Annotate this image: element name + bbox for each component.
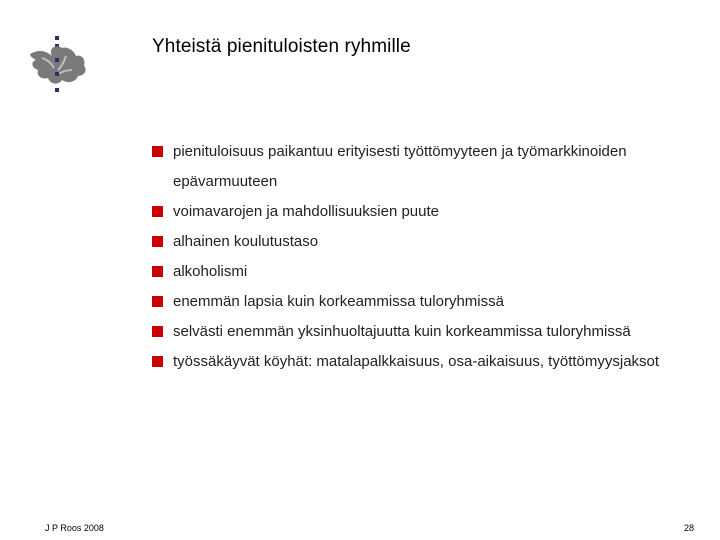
- bullet-text: selvästi enemmän yksinhuoltajuutta kuin korkeammissa tuloryhmissä: [173, 323, 631, 340]
- red-square-bullet-icon: [152, 206, 163, 217]
- bullet-text: alkoholismi: [173, 263, 248, 280]
- bullet-item: [152, 197, 702, 227]
- bullet-item: [152, 257, 702, 287]
- bullet-item: [152, 287, 702, 317]
- red-square-bullet-icon: [152, 146, 163, 157]
- red-square-bullet-icon: [152, 356, 163, 367]
- bullet-item: [152, 347, 702, 377]
- bullet-text: työssäkäyvät köyhät: matalapalkkaisuus, osa-aikaisuus, työttömyysjaksot: [173, 353, 660, 370]
- red-square-bullet-icon: [152, 266, 163, 277]
- bullet-list: [152, 137, 702, 377]
- bullet-item: [152, 317, 702, 347]
- bullet-text: pienituloisuus paikantuu erityisesti työttömyyteen ja työmarkkinoiden epävarmuuteen: [173, 143, 627, 190]
- bullet-item: [152, 227, 702, 257]
- footer-author: J P Roos 2008: [45, 523, 104, 533]
- slide-title: Yhteistä pienituloisten ryhmille: [152, 36, 411, 57]
- bullet-text: enemmän lapsia kuin korkeammissa tuloryhmissä: [173, 293, 504, 310]
- bullet-text: alhainen koulutustaso: [173, 233, 319, 250]
- bullet-item: [152, 137, 702, 197]
- bullet-text: voimavarojen ja mahdollisuuksien puute: [173, 203, 439, 220]
- red-square-bullet-icon: [152, 236, 163, 247]
- red-square-bullet-icon: [152, 296, 163, 307]
- page-number: 28: [683, 523, 694, 533]
- red-square-bullet-icon: [152, 326, 163, 337]
- university-logo-icon: [22, 34, 92, 96]
